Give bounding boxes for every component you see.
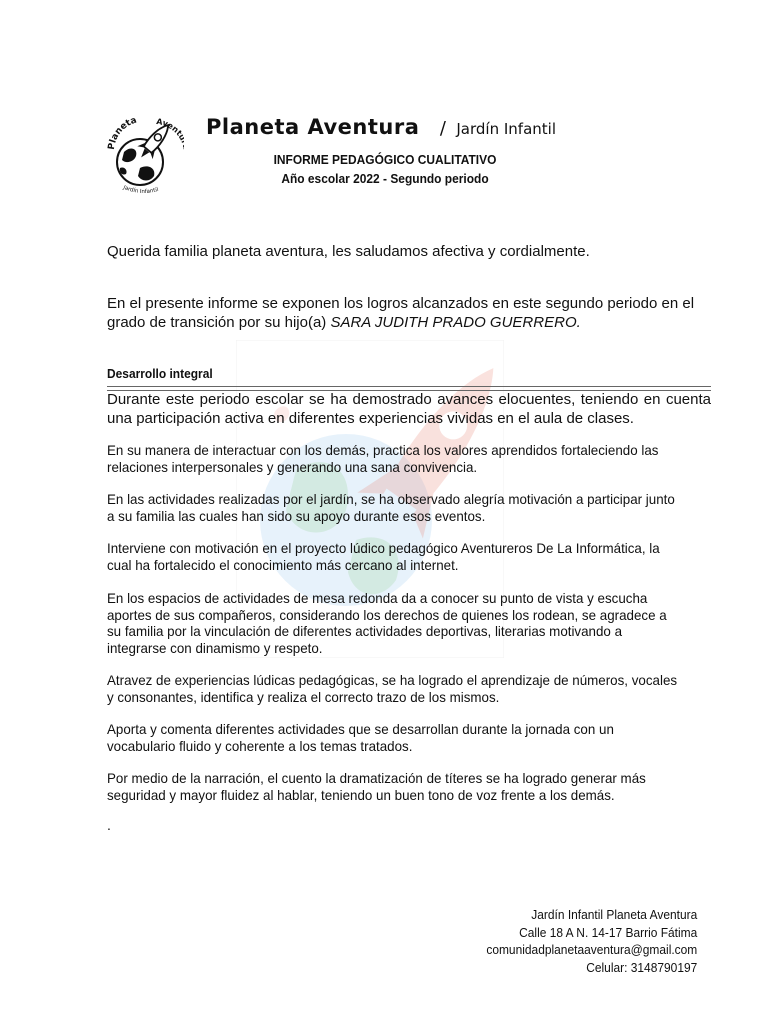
body-paragraph: Atravez de experiencias lúdicas pedagógicas, se ha logrado el aprendizaje de números, vocales y consonantes, identifica y realiza el correcto trazo de los mismos. — [107, 672, 678, 705]
brand-name: Planeta Aventura — [206, 115, 420, 139]
school-logo — [104, 112, 184, 198]
body-paragraph: En su manera de interactuar con los demás, practica los valores aprendidos fortaleciendo las relaciones interpersonales y generando una sana convivencia. — [107, 442, 659, 475]
body-paragraph: En las actividades realizadas por el jardín, se ha observado alegría motivación a participar junto a su familia las cuales han sido su apoyo durante esos eventos. — [107, 491, 675, 524]
contact-footer — [486, 906, 697, 976]
greeting-text: Querida familia planeta aventura, les saludamos afectiva y cordialmente. — [107, 243, 590, 260]
logo-text-top: Planeta — [106, 115, 139, 151]
brand-separator: / — [439, 118, 446, 139]
footer-email[interactable]: comunidadplanetaaventura@gmail.com — [486, 942, 697, 957]
rocket-globe-icon — [104, 112, 184, 198]
body-paragraph: Por medio de la narración, el cuento la dramatización de títeres se ha logrado generar más seguridad y mayor fluidez al hablar, teniendo un buen tono de voz frente a los demás. — [107, 770, 646, 803]
body-paragraph: En los espacios de actividades de mesa redonda da a conocer su punto de vista y escucha aportes de sus compañeros, considerando los derechos de quienes los rodean, se agradece a su familia por la vinculación de diferentes actividades deportivas, literarias motivando a integrarse con dinamismo y respeto. — [107, 590, 667, 656]
intro-paragraph — [107, 294, 711, 332]
logo-text-side: Avent — [155, 116, 184, 138]
section-lead-paragraph: Durante este periodo escolar se ha demostrado avances elocuentes, teniendo en cuenta una participación activa en diferentes experiencias vividas en el aula de clases. — [107, 391, 711, 427]
brand-header — [206, 115, 556, 139]
student-name: SARA JUDITH PRADO GUERRERO. — [330, 314, 581, 331]
footer-phone: Celular: 3148790197 — [585, 959, 697, 975]
closing-mark: . — [107, 817, 111, 833]
body-paragraph: Aporta y comenta diferentes actividades que se desarrollan durante la jornada con un vocabulario fluido y coherente a los temas tratados. — [107, 721, 614, 754]
intro-text: En el presente informe se exponen los logros alcanzados en este segundo periodo en el grado de transición por su hijo(a) — [107, 295, 695, 331]
report-title: INFORME PEDAGÓGICO CUALITATIVO — [273, 152, 497, 167]
logo-text-bottom: Jardín Infantil — [122, 184, 160, 196]
body-paragraph: Interviene con motivación en el proyecto lúdico pedagógico Aventureros De La Informática, la cual ha fortalecido el conocimiento más cercano al internet. — [107, 540, 660, 573]
footer-address: Calle 18 A N. 14-17 Barrio Fátima — [518, 924, 697, 940]
section-title: Desarrollo integral — [107, 366, 213, 381]
footer-institution: Jardín Infantil Planeta Aventura — [530, 907, 697, 922]
report-subtitle: Año escolar 2022 - Segundo periodo — [281, 171, 489, 186]
brand-subtitle: Jardín Infantil — [456, 120, 556, 138]
